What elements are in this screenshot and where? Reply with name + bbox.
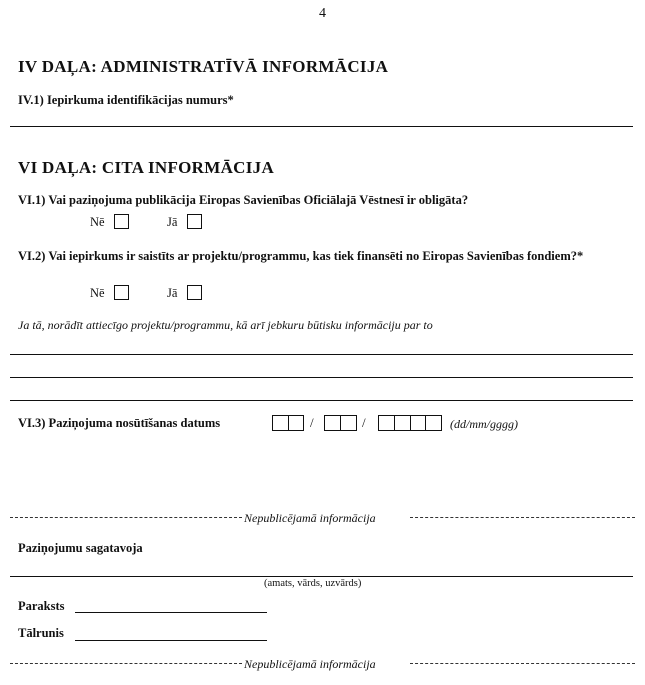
yes-label: Jā bbox=[167, 286, 178, 300]
no-label: Nē bbox=[90, 215, 105, 229]
question-vi-1: VI.1) Vai paziņojuma publikācija Eiropas Savienības Oficiālajā Vēstnesī ir obligāta? bbox=[18, 193, 469, 207]
unpublished-divider-top bbox=[10, 511, 635, 525]
question-vi-3: VI.3) Paziņojuma nosūtīšanas datums bbox=[18, 416, 221, 430]
no-label: Nē bbox=[90, 286, 105, 300]
section-vi-title: VI DAĻA: CITA INFORMĀCIJA bbox=[18, 158, 275, 177]
date-month-field[interactable] bbox=[324, 415, 357, 431]
phone-label: Tālrunis bbox=[18, 626, 64, 640]
unpublished-label: Nepublicējamā informācija bbox=[244, 511, 376, 525]
date-year-field[interactable] bbox=[378, 415, 442, 431]
question-vi-2: VI.2) Vai iepirkums ir saistīts ar projektu/programmu, kas tiek finansēti no Eiropas Savienības fondiem?* bbox=[18, 249, 584, 263]
answer-line-vi-2b bbox=[10, 377, 633, 378]
no-checkbox-vi-2[interactable] bbox=[114, 285, 129, 300]
date-separator: / bbox=[310, 415, 314, 430]
page-number: 4 bbox=[319, 6, 326, 21]
prepared-by-hint: (amats, vārds, uzvārds) bbox=[264, 578, 362, 589]
answer-line-vi-2a bbox=[10, 354, 633, 355]
prepared-by-label: Paziņojumu sagatavoja bbox=[18, 541, 143, 555]
answer-line-iv-1 bbox=[10, 126, 633, 127]
unpublished-divider-bottom bbox=[10, 657, 635, 671]
project-note: Ja tā, norādīt attiecīgo projektu/programmu, kā arī jebkuru būtisku informāciju par to bbox=[18, 318, 433, 332]
question-iv-1: IV.1) Iepirkuma identifikācijas numurs* bbox=[18, 93, 234, 107]
date-separator: / bbox=[362, 415, 366, 430]
prepared-by-line[interactable] bbox=[10, 576, 633, 577]
no-checkbox-vi-1[interactable] bbox=[114, 214, 129, 229]
date-day-field[interactable] bbox=[272, 415, 304, 431]
answer-line-vi-2c bbox=[10, 400, 633, 401]
unpublished-label: Nepublicējamā informācija bbox=[244, 657, 376, 671]
signature-label: Paraksts bbox=[18, 599, 65, 613]
section-iv-title: IV DAĻA: ADMINISTRATĪVĀ INFORMĀCIJA bbox=[18, 57, 389, 76]
yes-label: Jā bbox=[167, 215, 178, 229]
yes-checkbox-vi-2[interactable] bbox=[187, 285, 202, 300]
phone-line[interactable] bbox=[75, 640, 267, 641]
signature-line[interactable] bbox=[75, 612, 267, 613]
yes-checkbox-vi-1[interactable] bbox=[187, 214, 202, 229]
date-format-hint: (dd/mm/gggg) bbox=[450, 417, 518, 431]
